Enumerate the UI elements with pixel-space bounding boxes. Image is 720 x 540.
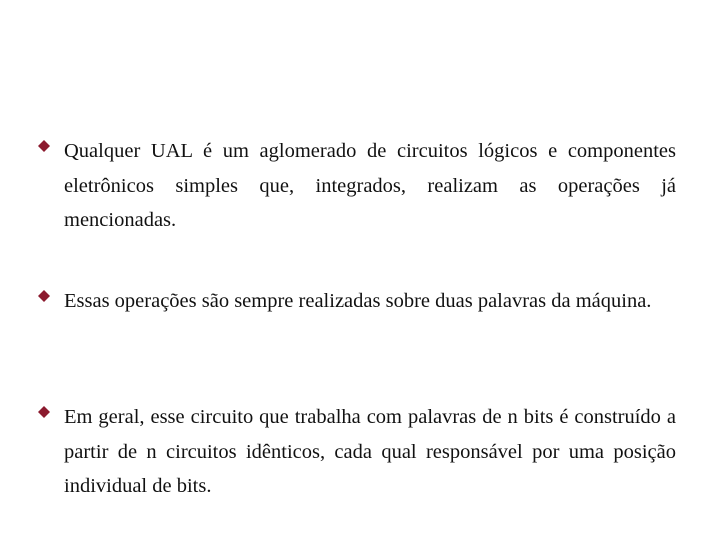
diamond-bullet-icon bbox=[38, 406, 50, 418]
diamond-shape bbox=[38, 290, 50, 302]
bullet-text: Qualquer UAL é um aglomerado de circuitos lógicos e componentes eletrônicos simples que, integrados, realizam as operações já mencionadas. bbox=[64, 140, 676, 231]
diamond-bullet-icon bbox=[38, 290, 50, 302]
bullet-text: Essas operações são sempre realizadas sobre duas palavras da máquina. bbox=[64, 290, 652, 312]
diamond-shape bbox=[38, 140, 50, 152]
bullet-text: Em geral, esse circuito que trabalha com palavras de n bits é construído a partir de n circuitos idênticos, cada qual responsável por uma posição individual de bits. bbox=[64, 406, 676, 497]
diamond-bullet-icon bbox=[38, 140, 50, 152]
diamond-shape bbox=[38, 406, 50, 418]
